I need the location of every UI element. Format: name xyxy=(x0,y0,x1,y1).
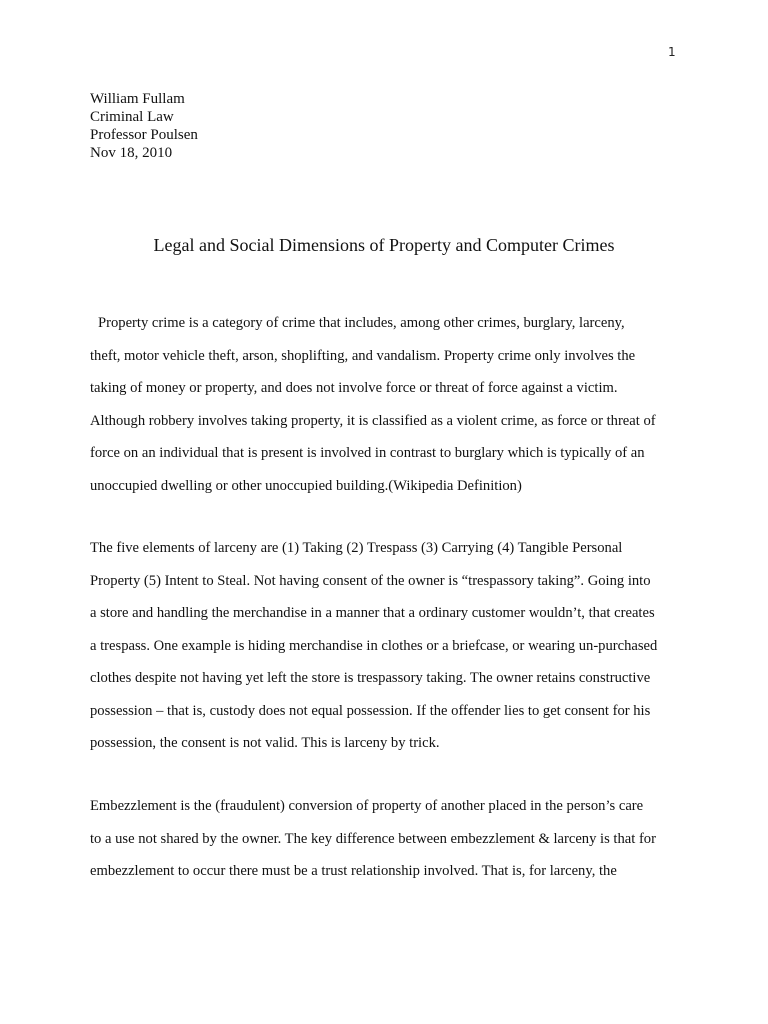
professor-name: Professor Poulsen xyxy=(90,127,198,143)
paragraph-embezzlement xyxy=(90,790,680,888)
paragraph-line: possession – that is, custody does not equal possession. If the offender lies to get consent for his xyxy=(90,702,651,719)
paragraph-line: Embezzlement is the (fraudulent) conversion of property of another placed in the person’s care xyxy=(90,798,644,814)
paragraph-line: a store and handling the merchandise in a manner that a ordinary customer wouldn’t, that creates xyxy=(90,605,655,621)
paragraph-line: The five elements of larceny are (1) Taking (2) Trespass (3) Carrying (4) Tangible Personal xyxy=(90,540,623,556)
paragraph-line: force on an individual that is present is involved in contrast to burglary which is typically of an xyxy=(90,445,645,461)
page-number: 1 xyxy=(668,45,676,59)
paragraph-line: theft, motor vehicle theft, arson, shoplifting, and vandalism. Property crime only involves the xyxy=(90,347,636,364)
paragraph-line: unoccupied dwelling or other unoccupied building.(Wikipedia Definition) xyxy=(90,477,522,494)
paragraph-line: possession, the consent is not valid. This is larceny by trick. xyxy=(90,735,440,751)
paragraph-property-crime xyxy=(90,307,680,502)
paragraph-line: Property (5) Intent to Steal. Not having consent of the owner is “trespassory taking”. Going into xyxy=(90,572,651,589)
document-title: Legal and Social Dimensions of Property and Computer Crimes xyxy=(153,235,615,255)
paragraph-line: clothes despite not having yet left the store is trespassory taking. The owner retains constructive xyxy=(90,670,651,686)
paragraph-line: a trespass. One example is hiding merchandise in clothes or a briefcase, or wearing un-purchased xyxy=(90,637,658,654)
header-block xyxy=(90,90,198,162)
paragraph-line: Property crime is a category of crime that includes, among other crimes, burglary, larceny, xyxy=(98,315,625,331)
document-date: Nov 18, 2010 xyxy=(90,145,173,161)
paragraph-line: taking of money or property, and does not involve force or threat of force against a victim. xyxy=(90,380,618,396)
paragraph-line: Although robbery involves taking property, it is classified as a violent crime, as force or threat of xyxy=(90,412,656,429)
author-name: William Fullam xyxy=(90,91,185,107)
paragraph-larceny xyxy=(90,532,680,760)
course-name: Criminal Law xyxy=(90,109,174,125)
paragraph-line: to a use not shared by the owner. The key difference between embezzlement & larceny is that for xyxy=(90,830,656,847)
paragraph-line: embezzlement to occur there must be a trust relationship involved. That is, for larceny, the xyxy=(90,863,617,879)
